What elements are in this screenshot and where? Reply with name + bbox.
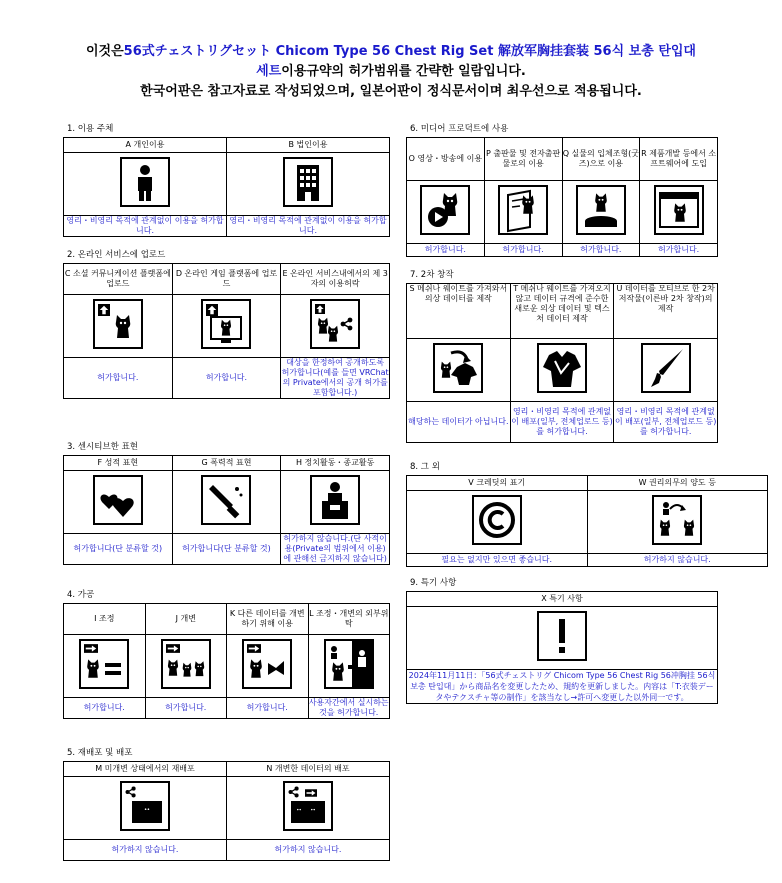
section-title: 8. 그 외 <box>410 462 440 472</box>
header-F: F 성적 표현 <box>64 456 173 471</box>
header-line-3: 한국어판은 참고자료로 작성되었으며, 일본어판이 정식문서이며 최우선으로 적용됩니다. <box>140 84 642 99</box>
section-title: 1. 이용 주체 <box>67 124 114 134</box>
header-C: C 소셜 커뮤니케이션 플랫폼에 업로드 <box>64 264 173 295</box>
section-title: 7. 2차 창작 <box>410 270 454 280</box>
header-I: I 조정 <box>64 604 146 635</box>
header-L: L 조정・개변의 외부위탁 <box>308 604 390 635</box>
header-line-1 <box>0 42 782 62</box>
section-media-product <box>406 124 718 257</box>
software-cat-icon <box>654 185 704 235</box>
header-W: W 권리의무의 양도 등 <box>587 476 768 491</box>
section-sensitive-expression <box>63 442 390 565</box>
header-G: G 폭력적 표현 <box>172 456 281 471</box>
section-special-notes <box>406 578 718 704</box>
section-title: 6. 미디어 프로덕트에 사용 <box>410 124 509 134</box>
outsource-icon <box>324 639 374 689</box>
answer-M: 허가하지 않습니다. <box>64 840 227 861</box>
header-X: X 특기 사항 <box>407 592 718 607</box>
header-U: U 데이터를 모티브로 한 2차 저작물(이른바 2차 창작)의 제작 <box>614 284 718 339</box>
header-E: E 온라인 서비스내에서의 제 3자의 이용허락 <box>281 264 390 295</box>
header-intro: 이것은 <box>85 44 124 59</box>
special-note: 2024年11月11日：「56式チェストリグ Chicom Type 56 Chest Rig 56冲胸挂 56식 보총 탄입대」から商品名を変更したため、規約を更新しました。内容は「T:衣装データやテクスチャ等の制作」を該当なし→許可へ変更した以外同一です。 <box>407 670 718 704</box>
document-header <box>0 42 782 102</box>
share-modified-folder-icon <box>283 781 333 831</box>
header-K: K 다른 데이터를 개변하기 위해 이용 <box>227 604 309 635</box>
share-cats-icon <box>310 299 360 349</box>
transfer-icon <box>652 495 702 545</box>
section-online-upload <box>63 250 390 399</box>
video-cat-icon <box>420 185 470 235</box>
modify-cats-icon <box>161 639 211 689</box>
answer-S: 해당하는 데이터가 아닙니다. <box>407 402 511 443</box>
answer-V: 필요는 없지만 있으면 좋습니다. <box>407 554 588 567</box>
share-folder-icon <box>120 781 170 831</box>
hearts-icon <box>93 475 143 525</box>
answer-L: 사용자간에서 실시하는 것을 허가합니다. <box>308 698 389 717</box>
section-processing <box>63 590 390 719</box>
product-name: 56式チェストリグセット Chicom Type 56 Chest Rig Set 解放军胸挂套装 56식 보총 탄입대 <box>123 44 696 59</box>
header-V: V 크레딧의 표기 <box>407 476 588 491</box>
header-P: P 출판물 및 전자출판물로의 이용 <box>484 138 562 181</box>
section-table <box>63 761 390 861</box>
book-cat-icon <box>498 185 548 235</box>
answer-U: 영리・비영리 목적에 관계없이 배포(일부, 전체업로드 등)를 허가합니다. <box>614 402 718 443</box>
answer-N: 허가하지 않습니다. <box>227 840 390 861</box>
answer-J: 허가합니다. <box>145 698 227 719</box>
figure-cat-icon <box>576 185 626 235</box>
shirt-icon <box>537 343 587 393</box>
section-secondary-creation <box>406 270 718 443</box>
answer-W: 허가하지 않습니다. <box>587 554 768 567</box>
section-title: 3. 센시티브한 표현 <box>67 442 138 452</box>
header-A: A 개인이용 <box>64 138 227 153</box>
section-other <box>406 462 768 567</box>
section-table <box>63 137 390 237</box>
answer-F: 허가합니다(단 분류할 것) <box>64 534 173 565</box>
answer-D: 허가합니다. <box>172 358 281 399</box>
building-icon <box>283 157 333 207</box>
shirt-arrow-icon <box>433 343 483 393</box>
cat-bow-icon <box>242 639 292 689</box>
adjust-equals-icon <box>79 639 129 689</box>
product-name-cont: 세트 <box>256 64 282 79</box>
header-R: R 제품개발 등에서 소프트웨어에 도입 <box>640 138 718 181</box>
answer-R: 허가합니다. <box>640 244 718 257</box>
answer-B: 영리・비영리 목적에 관계없이 이용을 허가합니다. <box>227 216 390 237</box>
header-N: N 개변한 데이터의 배포 <box>227 762 390 777</box>
answer-E: 대상을 한정하여 공개하도록 허가합니다(예를 들면 VRChat의 Private에서의 공개 허가를 포함합니다.) <box>281 358 389 397</box>
answer-I: 허가합니다. <box>64 698 146 719</box>
header-T: T 메쉬나 웨이트를 가져오지 않고 데이터 규격에 준수한 새로운 의상 데이터 및 텍스처 데이터 제작 <box>510 284 614 339</box>
pen-nib-icon <box>641 343 691 393</box>
header-B: B 법인이용 <box>227 138 390 153</box>
person-icon <box>120 157 170 207</box>
header-S: S 메쉬나 웨이트를 가져와서 의상 데이터를 제작 <box>407 284 511 339</box>
answer-H: 허가하지 않습니다.(단 사적이용(Private의 범위에서 이용)에 관해선 금지하지 않습니다) <box>281 534 390 565</box>
answer-A: 영리・비영리 목적에 관계없이 이용을 허가합니다. <box>64 216 227 237</box>
answer-T: 영리・비영리 목적에 관계없이 배포(일부, 전체업로드 등)를 허가합니다. <box>510 402 614 443</box>
section-table <box>63 455 390 565</box>
header-J: J 개변 <box>145 604 227 635</box>
answer-O: 허가합니다. <box>407 244 485 257</box>
header-summary: 이용규약의 허가범위를 간략한 일람입니다. <box>281 64 526 79</box>
header-Q: Q 실물의 입체조형(굿즈)으로 이용 <box>562 138 640 181</box>
section-table <box>406 283 718 443</box>
section-table <box>63 603 390 719</box>
section-usage-subject <box>63 124 390 237</box>
section-title: 5. 재배포 및 배포 <box>67 748 133 758</box>
header-M: M 미개변 상태에서의 재배포 <box>64 762 227 777</box>
exclamation-icon <box>537 611 587 661</box>
section-title: 4. 가공 <box>67 590 95 600</box>
section-title: 9. 특기 사항 <box>410 578 457 588</box>
upload-monitor-cat-icon <box>201 299 251 349</box>
answer-C: 허가합니다. <box>64 358 173 399</box>
header-line-2 <box>0 62 782 82</box>
podium-icon <box>310 475 360 525</box>
answer-G: 허가합니다(단 분류할 것) <box>172 534 281 565</box>
section-table <box>406 137 718 257</box>
section-table <box>63 263 390 399</box>
upload-cat-icon <box>93 299 143 349</box>
answer-P: 허가합니다. <box>484 244 562 257</box>
section-title: 2. 온라인 서비스에 업로드 <box>67 250 166 260</box>
section-table <box>406 475 768 567</box>
section-redistribution <box>63 748 390 861</box>
copyright-icon <box>472 495 522 545</box>
header-H: H 정치활동・종교활동 <box>281 456 390 471</box>
section-table <box>406 591 718 704</box>
header-O: O 영상・방송에 이용 <box>407 138 485 181</box>
knife-icon <box>201 475 251 525</box>
header-D: D 온라인 게임 플랫폼에 업로드 <box>172 264 281 295</box>
answer-K: 허가합니다. <box>227 698 309 719</box>
answer-Q: 허가합니다. <box>562 244 640 257</box>
